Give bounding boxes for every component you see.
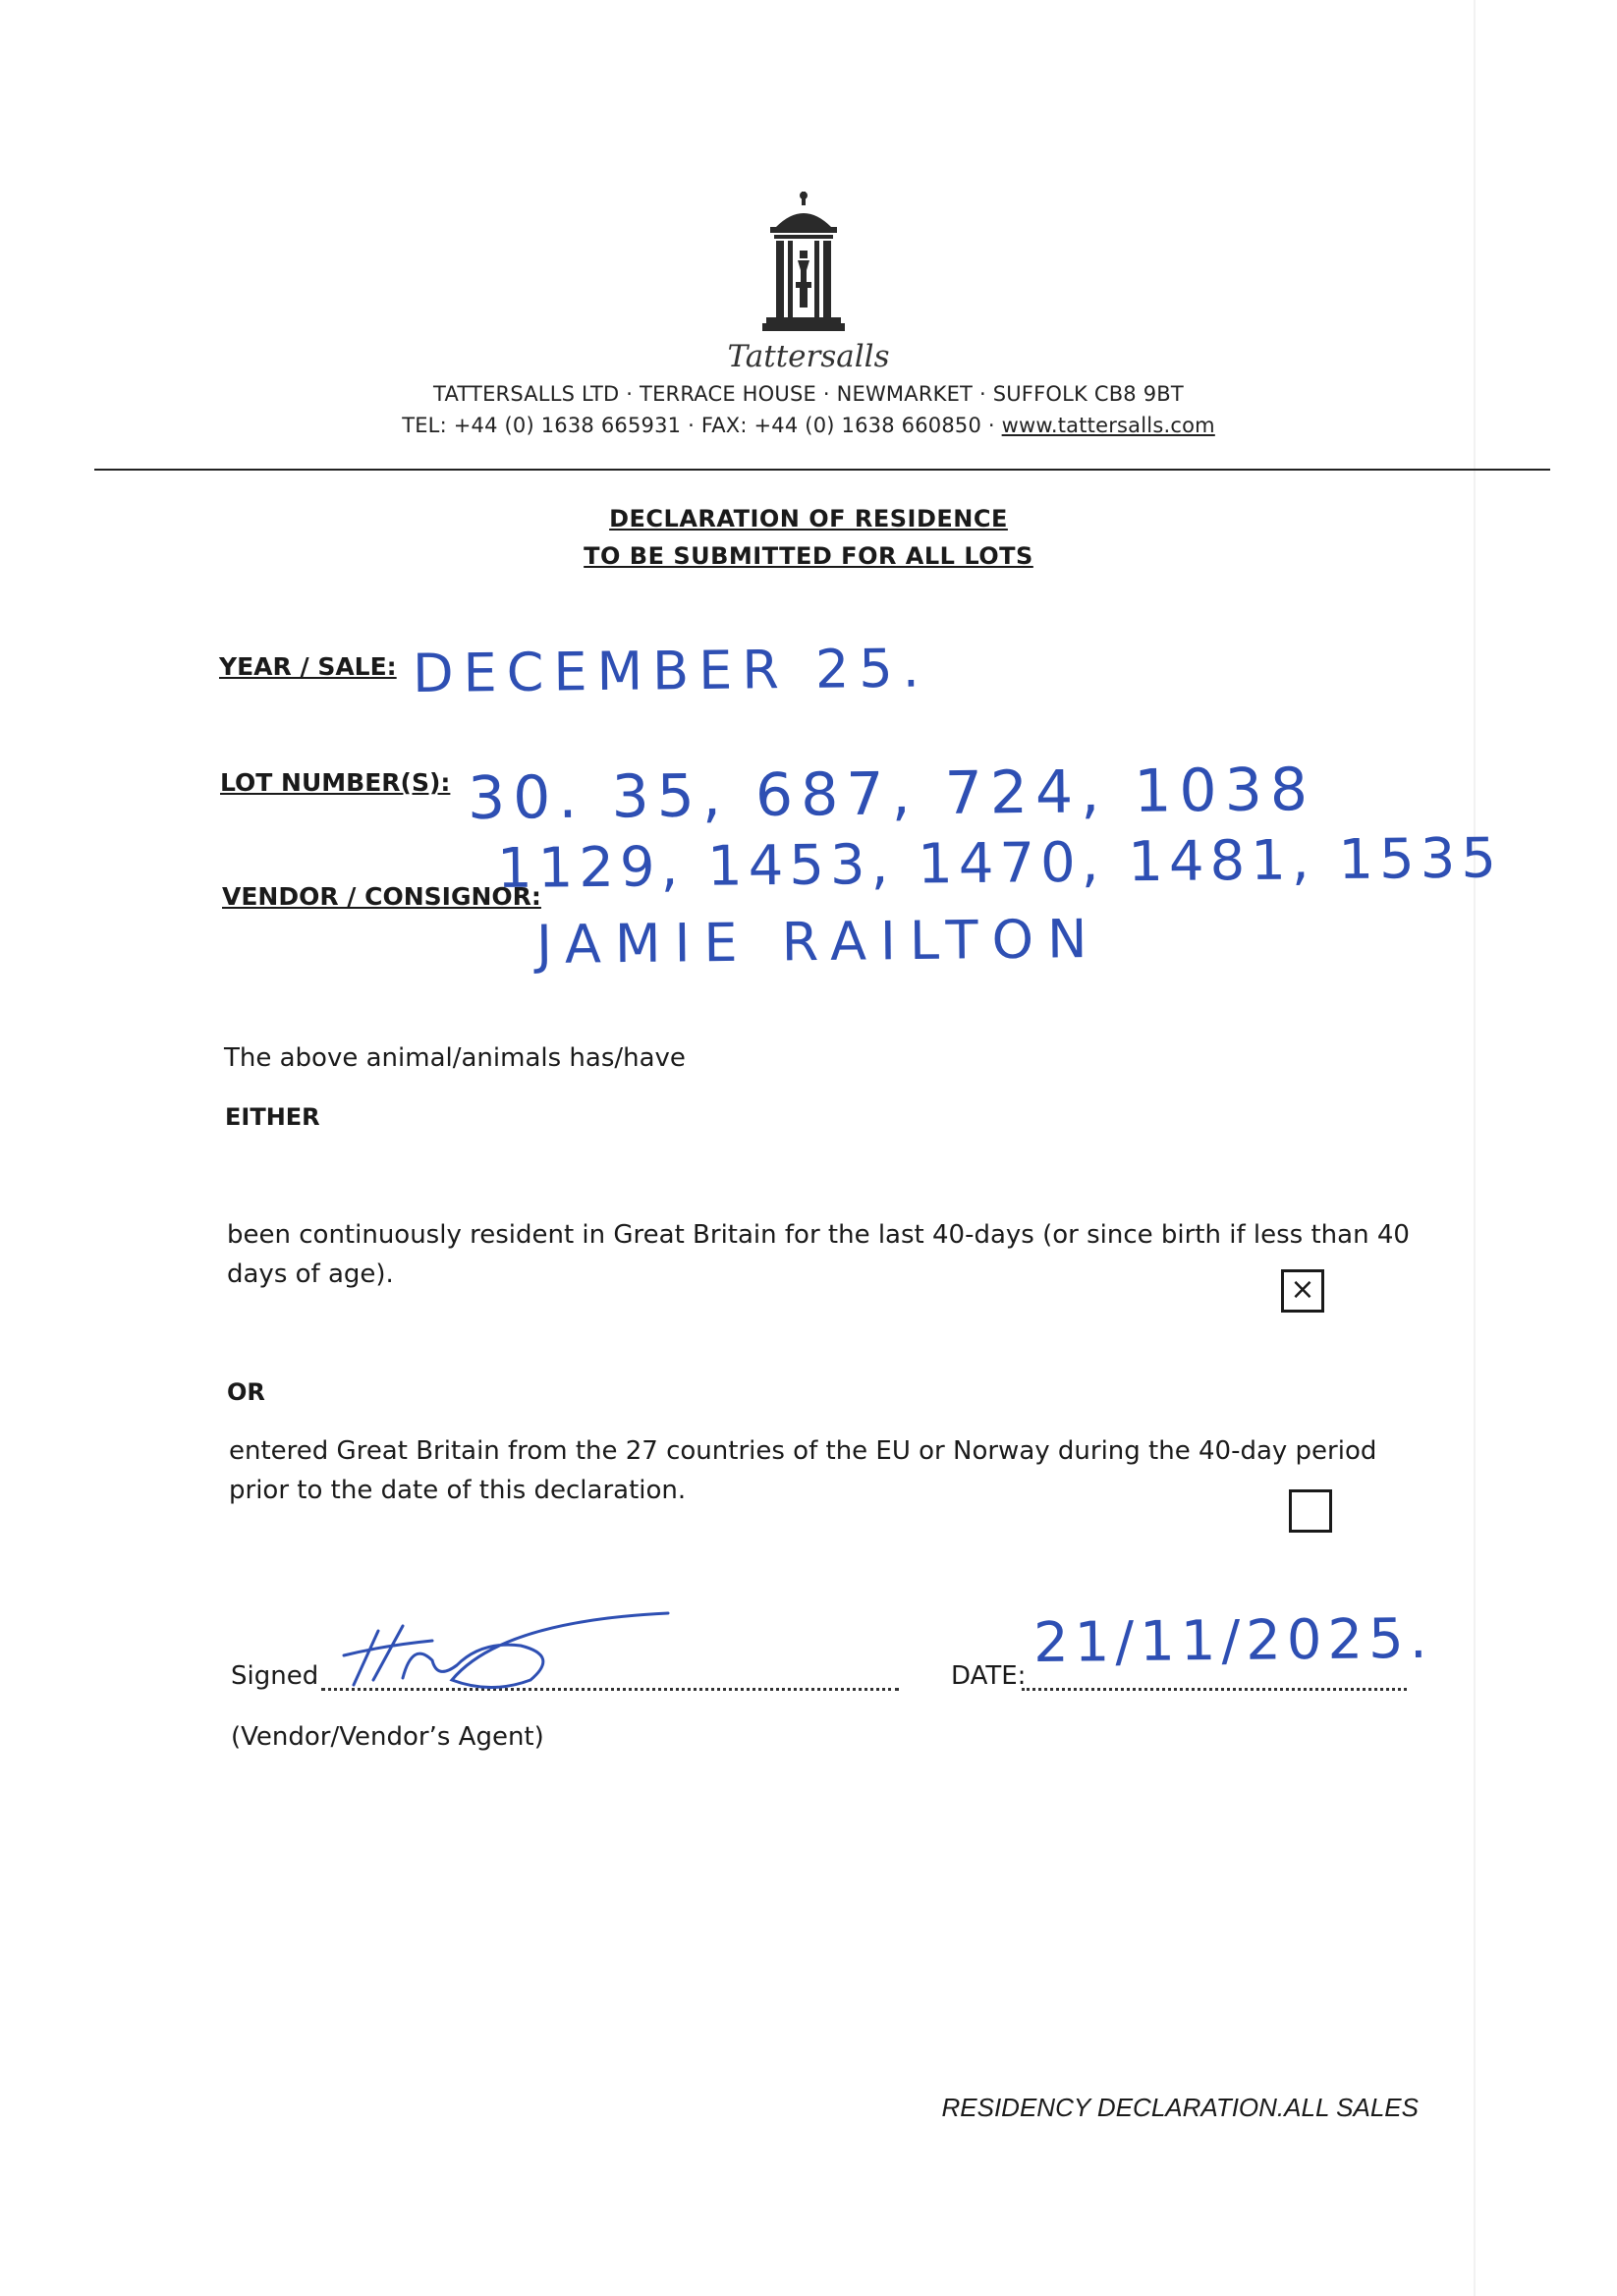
- vendor-label: VENDOR / CONSIGNOR:: [222, 882, 541, 911]
- website-link[interactable]: www.tattersalls.com: [1001, 414, 1215, 437]
- statement-intro: The above animal/animals has/have: [224, 1043, 686, 1073]
- option2-line2: prior to the date of this declaration.: [229, 1476, 687, 1505]
- date-label: DATE:: [951, 1661, 1027, 1691]
- lot-numbers-line1[interactable]: 30. 35, 687, 724, 1038: [467, 755, 1316, 833]
- checkbox-x-mark: ×: [1290, 1272, 1315, 1307]
- date-value[interactable]: 21/11/2025.: [1032, 1606, 1433, 1675]
- handwritten-signature: [324, 1601, 678, 1700]
- header-divider: [94, 469, 1550, 471]
- tattersalls-logo: [756, 192, 851, 339]
- option2-line1: entered Great Britain from the 27 countries of the EU or Norway during the 40-day period: [229, 1436, 1377, 1466]
- lot-numbers-line2[interactable]: 1129, 1453, 1470, 1481, 1535: [496, 826, 1503, 901]
- option1-line2: days of age).: [227, 1260, 394, 1289]
- contact-line: [0, 414, 1617, 437]
- option1-line1: been continuously resident in Great Britain for the last 40-days (or since birth if less than 40: [227, 1220, 1410, 1250]
- lot-numbers-label: LOT NUMBER(S):: [220, 768, 451, 797]
- footer-reference: RESIDENCY DECLARATION.ALL SALES: [941, 2093, 1419, 2122]
- option2-checkbox[interactable]: [1289, 1489, 1332, 1533]
- contact-details: TEL: +44 (0) 1638 665931 · FAX: +44 (0) 1638 660850 ·: [402, 414, 1002, 437]
- either-label: EITHER: [225, 1103, 320, 1131]
- date-line[interactable]: [1022, 1688, 1407, 1691]
- brand-name: Tattersalls: [727, 339, 890, 374]
- year-sale-label: YEAR / SALE:: [219, 652, 397, 681]
- document-title: DECLARATION OF RESIDENCE: [609, 505, 1008, 532]
- signer-role-label: (Vendor/Vendor’s Agent): [231, 1722, 544, 1752]
- signed-label: Signed: [231, 1661, 319, 1691]
- option1-checkbox[interactable]: [1281, 1269, 1324, 1313]
- document-subtitle: TO BE SUBMITTED FOR ALL LOTS: [584, 542, 1033, 570]
- address-line: TATTERSALLS LTD · TERRACE HOUSE · NEWMARKET · SUFFOLK CB8 9BT: [433, 382, 1184, 406]
- or-label: OR: [227, 1378, 265, 1406]
- year-sale-value[interactable]: DECEMBER 25.: [412, 637, 930, 704]
- vendor-value[interactable]: JAMIE RAILTON: [535, 907, 1101, 976]
